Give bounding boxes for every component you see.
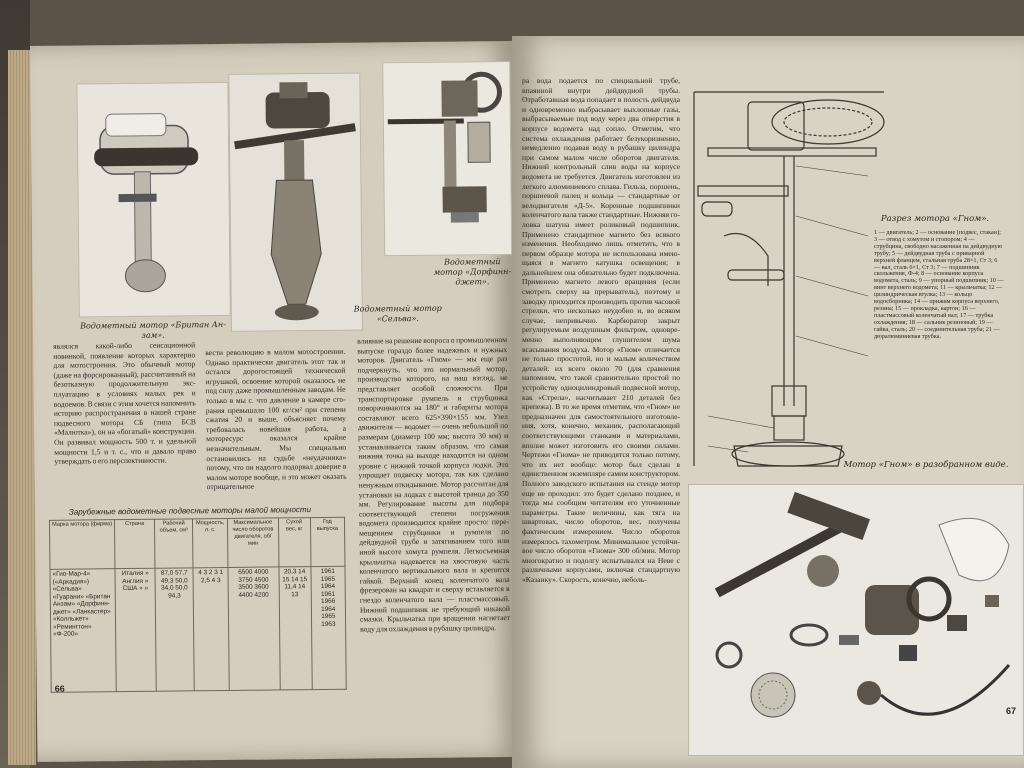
table-cell-country: Италия » Англия » США » » [115, 568, 156, 691]
table-row [50, 566, 346, 692]
table-cell-weight: 20,3 14 15 14 15 11,4 14 13 [279, 567, 312, 690]
table-header-cell: Мощность, л. с. [193, 518, 228, 567]
table-title: Зарубежные водометные подвесные моторы малой мощности [68, 505, 312, 517]
motors-table [49, 517, 347, 693]
table-cell-rpm: 6500 4000 3750 4500 3500 3600 4400 4200 [228, 567, 280, 691]
right-page [512, 36, 1024, 768]
section-legend: 1 — двигатель; 2 — основание (подвес, стакан); 3 — отвод с хомутом и стопором; 4 — струбцина, свободно насаженная на дейдвудную трубу; 5 — дейдвудная труба с приварной верхней фланцем, стальная труба 28×1, Ст 3; 6 — вал, сталь 6×1, Ст 3; 7 — подшипник скольжения, Ф-4; 8 — основание корпуса водомета, сталь; 9 — упорный подшипник; 10 — винт верхнего водомета; 11 — крыльчатка; 12 — цилиндрическая втулка; 13 — кольцо водосборника; 14 — прижим корпуса верхнего, резина; 15 — прокладка, картон; 16 — пластмассовый коленчатый вал; 17 — трубка охлаждения; 18 — сальник резиновый; 19 — гайка, сталь; 20 — соединительная труба; 21 — дюралюминиевая трубка. [874, 230, 1004, 340]
table-cell-brand: «Гио-Мар-4» («Аркадия») «Сельва» «Гуарани» «Британ Анзам» «Дорфинн-джет» «Ланкастер» «Колльжет» «Ремингтон» «Ф-200» [50, 569, 117, 693]
left-text-column-2: вести революцию в малом мотостроении. Однако практически двигатель этот так и остался дорогостоящей технической игрушкой, освоение которой оказалось не под силу даже промышленным заводам. Не только в мы с. что давление в камере сгорания превышало 100 кг/см² при степени сжатия 20 и выше, объясняет почему требовалась новейшая работа, а моторесурс оказался крайне незначительным. Мы специально остановились на судьбе «неудачника» потому, что он надолго подорвал доверие в малом моторе вообще, и это может оказать отрицательное [205, 346, 347, 492]
table-header-row [49, 517, 344, 569]
table-cell-volume: 87,0 57,7 49,3 50,0 34,0 50,0 94,3 [155, 568, 194, 691]
left-page-number: 66 [54, 683, 65, 694]
table-header-cell: Страна [115, 519, 155, 568]
photo-dolphin-motor [382, 61, 512, 256]
right-page-number: 67 [1006, 706, 1017, 716]
table-header-cell: Год выпуска [310, 517, 345, 566]
table-header-cell: Сухой вес, кг [278, 518, 311, 567]
left-text-column-1: являлся какой-либо сенсационной новинкой, появление которых характерно для мотостроения. Это обычный мотор (даже на форсированный), рассчитанный на безотказную продолжительную эксплуатацию в условиях малых рек и водоемов. В связи с этим хочется напомнить историю распространения в нашей стране подвесного мотора СБ (типа БСВ «Малютка»), он на «богатый» конструкции. Он развивал мощность 500 т. и удельной мощности 1,5 и т. с., что и давало право утверждать о его перспективности. [53, 340, 197, 466]
left-page [30, 41, 521, 762]
table-header-cell: Максимальное число оборотов двигателя, об/мин [228, 518, 279, 568]
photo-selva-motor [228, 73, 363, 332]
caption-dolphin-motor: Водометный мотор «Дорфинн-джет». [433, 257, 512, 287]
caption-selva-motor: Водометный мотор «Сельва». [353, 303, 442, 324]
photo-britain-motor [76, 82, 230, 318]
caption-section-drawing: Разрез мотора «Гном». [880, 214, 990, 224]
table-header-cell: Рабочий объем, см³ [155, 519, 194, 568]
caption-exploded-view: Мотор «Гном» в разобранном виде. [843, 460, 1009, 470]
section-drawing-gnome [688, 56, 888, 476]
right-text-column-1: ра вода подается по специальной трубе, впаянной внутри дейдвудной трубы. Отработавшая вода попадает в полость дейдвуда и одновременно выбрасывает выхлопные газы, выбрасываемые под воду через два отверстия в корпусе водомета над сопло. Отметим, что система охлаждения работает безукоризненно, немедленно подавая воду в рубашку цилиндра при самом малом числе оборотов двигателя. Нижний контрольный слив воды на корпусе водомета не требуется. Двигатель изготовлен из легкого алюминиевого сплава. Гильза, поршень, поршневой палец и кольца — стандартные от велодвигателя «Д-5». Коренные подшипники коленчатого вала также стандартные. Нижняя головка шатуна имеет роликовый подшипник. Применено стандартное магнето без всякого изменения. Необходимо лишь отметить, что в первом образце мотора не использована имеющаяся в магнето катушка освещения; в дальнейшем она обязательно будет подключена. Применено магнето левого вращения (если смотреть сверху на прерыватель), поэтому и заводку приходится производить против часовой стрелки, что несколько неудобно и, во всяком случае, непривычно. Карбюратор закрыт регулируемым воздушным фильтром, одновременно выполняющим глушителем шума всасывания воздуха. Мотор «Гном» отличается не только простотой, но и малым количеством деталей: их всего около 70 (для сравнения напомним, что такой сравнительно простой по устройству одноцилиндровый подвесной мотор, как «Стрела», насчитывает 210 деталей без крепежа). В то же время отметим, что «Гном» не предназначен для самостоятельного изготовления, хотя, конечно, механик, располагающий соответствующими станками и материалами, вполне может изготовить его своими силами. Чертежи «Гнома» не приводятся только потому, что их нет вообще: мотор был сделан в единственном экземпляре самим конструктором. Полного заводского испытания на стенде мотор еще не проходил: это будет сделано позднее, и тогда мы сообщим читателям его уточненные параметры. Такие величины, как тяга на швартовах, число оборотов, вес, получены фактическим измерением. Число оборотов измерялось тахометром. Минимальное устойчивое число оборотов «Гнома» 300 об/мин. Мотор многократно и подолгу испытывался на Неве с различными корпусами, включая стандартную «Казанку». Скорость, конечно, неболь- [522, 76, 680, 584]
table-cell-power: 4 3 2 3 1 2,5 4 3 [193, 567, 229, 690]
left-text-column-3: влияние на решение вопроса о промышленном выпуске гораздо более надежных и нужных моторов. Двигатель «Гном» — мы еще раз подчеркнуть, что это нормальный мотор, производство которого, на наш взгляд, не представляет особой сложности. При транспортировке румпель и струбцинка поворачиваются на 180° и габариты мотора составляют всего 625×390×155 мм. Узел движителя — водомет — очень небольшой по размерам (диаметр 100 мм; высота 30 мм) и устанавливается таким образом, что самая нижняя точка на выходе находится на одном уровне с нижней точкой корпуса лодки. Это упрощает подвеску мотора, так как сделано ненужным откидывание. Мотор рассчитан для установки на лодках с высотой транца до 350 мм. Регулирование высоты для подбора соответствующей степени погружения водомета производится крайне просто: перемещением струбцинки и румпеля по дейдвудной трубе и затягиванием того или иной высоте хомута румпеля. Легкосъемная крыльчатка надевается на хвостовую часть коленчатого вертикального вала и крепится гайкой. Верхний конец коленчатого вала фрезерован на квадрат и сверху вставляется в гнездо коленчатого вала — пластмассовый. Нижний подшипник не требующий никакой смазки. Крыльчатка при вращении нагнетает воду для охлаждения в рубашку цилиндра. [357, 335, 511, 634]
photo-exploded-view [688, 484, 1024, 756]
caption-britain-motor: Водометный мотор «Британ Ан-зам». [79, 319, 226, 340]
table-cell-year: 1961 1965 1964 1961 1966 1964 1965 1963 [311, 566, 347, 689]
table-header-cell: Марка мотора (фирма) [49, 520, 115, 570]
